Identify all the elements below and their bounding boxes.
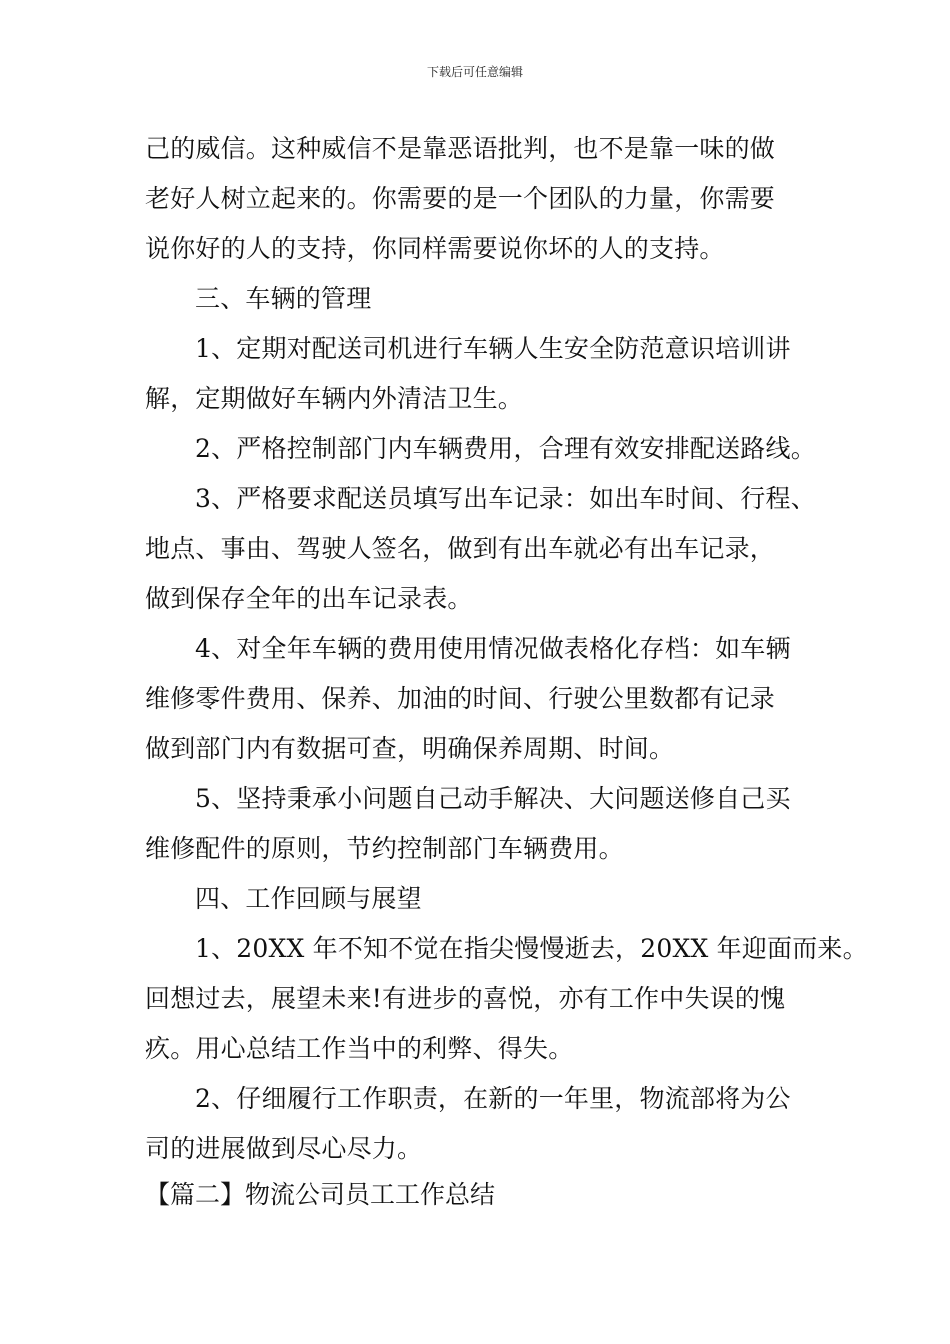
paragraph-line: 2、严格控制部门内车辆费用，合理有效安排配送路线。 <box>195 434 816 463</box>
paragraph-line: 做到保存全年的出车记录表。 <box>145 584 473 613</box>
paragraph-line: 回想过去，展望未来!有进步的喜悦，亦有工作中失误的愧 <box>145 984 786 1013</box>
paragraph-line: 己的威信。这种威信不是靠恶语批判，也不是靠一味的做 <box>145 134 776 163</box>
paragraph-line: 4、对全年车辆的费用使用情况做表格化存档：如车辆 <box>195 634 791 663</box>
paragraph-line: 做到部门内有数据可查，明确保养周期、时间。 <box>145 734 675 763</box>
article-title: 【篇二】物流公司员工工作总结 <box>145 1180 496 1209</box>
paragraph-line: 1、20XX 年不知不觉在指尖慢慢逝去，20XX 年迎面而来。 <box>195 934 868 963</box>
paragraph-line: 维修零件费用、保养、加油的时间、行驶公里数都有记录 <box>145 684 776 713</box>
section-heading-vehicle-management: 三、车辆的管理 <box>195 284 372 313</box>
paragraph-line: 说你好的人的支持，你同样需要说你坏的人的支持。 <box>145 234 725 263</box>
paragraph-line: 司的进展做到尽心尽力。 <box>145 1134 423 1163</box>
paragraph-line: 2、仔细履行工作职责，在新的一年里，物流部将为公 <box>195 1084 791 1113</box>
paragraph-line: 疚。用心总结工作当中的利弊、得失。 <box>145 1034 574 1063</box>
paragraph-line: 1、定期对配送司机进行车辆人生安全防范意识培训讲 <box>195 334 791 363</box>
paragraph-line: 维修配件的原则，节约控制部门车辆费用。 <box>145 834 624 863</box>
paragraph-line: 地点、事由、驾驶人签名，做到有出车就必有出车记录， <box>145 534 776 563</box>
paragraph-line: 老好人树立起来的。你需要的是一个团队的力量，你需要 <box>145 184 776 213</box>
paragraph-line: 5、坚持秉承小问题自己动手解决、大问题送修自己买 <box>195 784 791 813</box>
paragraph-line: 解，定期做好车辆内外清洁卫生。 <box>145 384 524 413</box>
page-header-note: 下载后可任意编辑 <box>426 65 523 79</box>
section-heading-review-outlook: 四、工作回顾与展望 <box>195 884 422 913</box>
paragraph-line: 3、严格要求配送员填写出车记录：如出车时间、行程、 <box>195 484 816 513</box>
document-body <box>145 124 868 1174</box>
